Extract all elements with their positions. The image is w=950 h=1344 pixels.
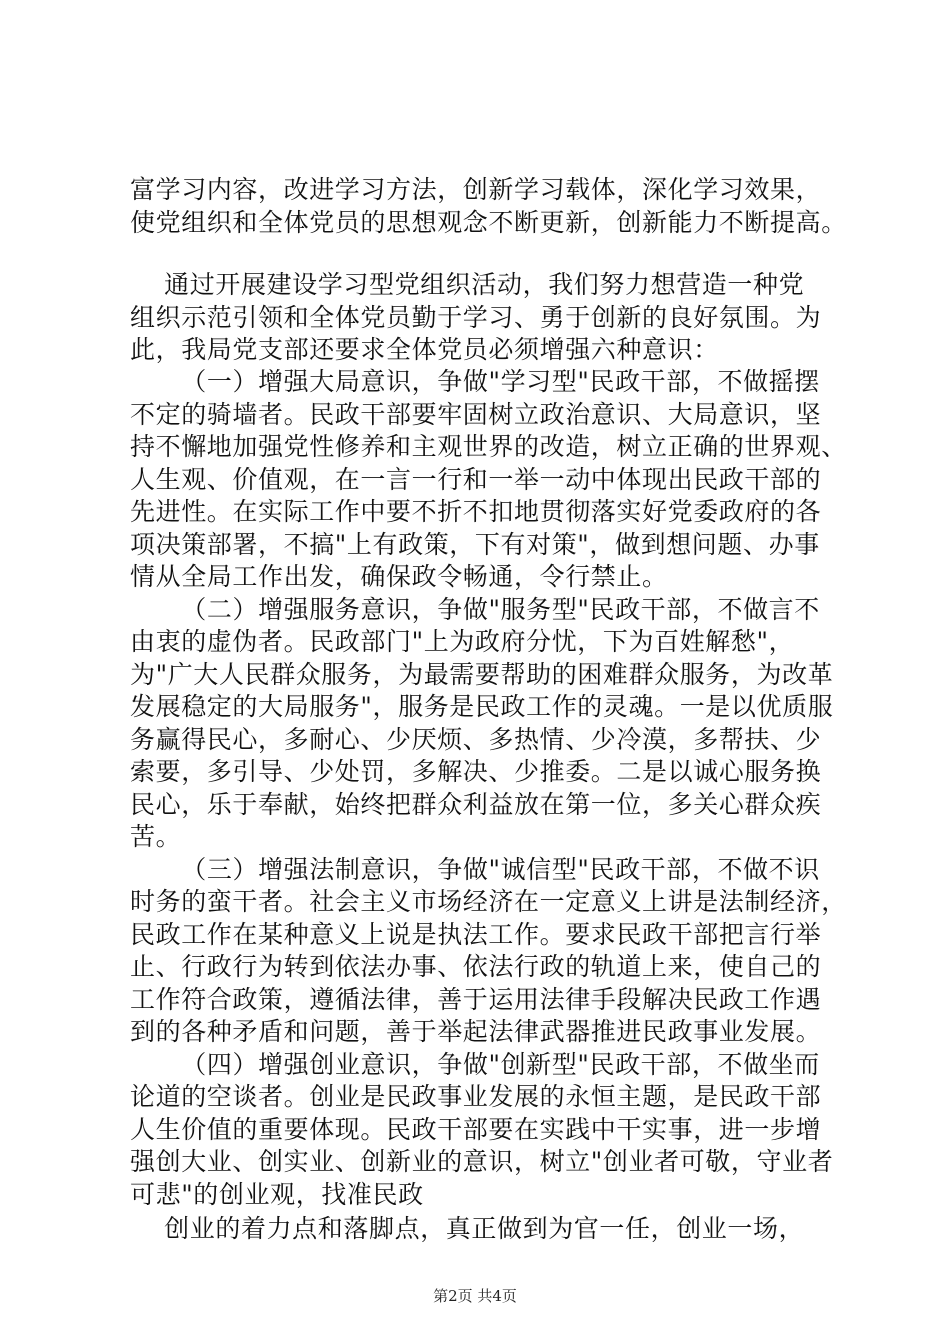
text-line: 发展稳定的大局服务"，服务是民政工作的灵魂。一是以优质服 xyxy=(130,692,834,721)
text-line: 先进性。在实际工作中要不折不扣地贯彻落实好党委政府的各 xyxy=(130,497,822,526)
text-line: （四）增强创业意识，争做"创新型"民政干部，不做坐而 xyxy=(130,1050,820,1079)
text-line: 强创大业、创实业、创新业的意识，树立"创业者可敬，守业者 xyxy=(130,1147,834,1176)
text-line: （一）增强大局意识，争做"学习型"民政干部，不做摇摆 xyxy=(130,367,820,396)
text-line: （二）增强服务意识，争做"服务型"民政干部，不做言不 xyxy=(130,595,820,624)
text-line: 创业的着力点和落脚点，真正做到为官一任，创业一场， xyxy=(130,1214,805,1243)
text-line: 项决策部署，不搞"上有政策，下有对策"，做到想问题、办事 xyxy=(130,530,820,559)
text-line: 通过开展建设学习型党组织活动，我们努力想营造一种党 xyxy=(130,270,805,299)
text-line: 可悲"的创业观，找准民政 xyxy=(130,1180,424,1209)
page-footer: 第2页 共4页 xyxy=(433,1287,517,1305)
text-line: 情从全局工作出发，确保政令畅通，令行禁止。 xyxy=(130,562,668,591)
text-line: 组织示范引领和全体党员勤于学习、勇于创新的良好氛围。为 xyxy=(130,303,822,332)
text-line: 论道的空谈者。创业是民政事业发展的永恒主题，是民政干部 xyxy=(130,1082,822,1111)
text-line: 富学习内容，改进学习方法，创新学习载体，深化学习效果， xyxy=(130,175,822,204)
text-line: 持不懈地加强党性修养和主观世界的改造，树立正确的世界观、 xyxy=(130,432,847,461)
text-line: 人生价值的重要体现。民政干部要在实践中干实事，进一步增 xyxy=(130,1115,822,1144)
text-line: 务赢得民心，多耐心、少厌烦、多热情、少冷漠，多帮扶、少 xyxy=(130,725,822,754)
text-line: 时务的蛮干者。社会主义市场经济在一定意义上讲是法制经济， xyxy=(130,887,847,916)
text-line: 此，我局党支部还要求全体党员必须增强六种意识： xyxy=(130,335,719,364)
text-line: 工作符合政策，遵循法律，善于运用法律手段解决民政工作遇 xyxy=(130,985,822,1014)
text-line: 到的各种矛盾和问题，善于举起法律武器推进民政事业发展。 xyxy=(130,1017,822,1046)
text-line: 人生观、价值观，在一言一行和一举一动中体现出民政干部的 xyxy=(130,465,822,494)
text-line: 为"广大人民群众服务，为最需要帮助的困难群众服务，为改革 xyxy=(130,660,834,689)
text-line: 止、行政行为转到依法办事、依法行政的轨道上来，使自己的 xyxy=(130,952,822,981)
text-line: 民心，乐于奉献，始终把群众利益放在第一位，多关心群众疾 xyxy=(130,790,822,819)
text-line: （三）增强法制意识，争做"诚信型"民政干部，不做不识 xyxy=(130,855,820,884)
text-line: 民政工作在某种意义上说是执法工作。要求民政干部把言行举 xyxy=(130,920,822,949)
text-line: 苦。 xyxy=(130,822,182,851)
text-line: 使党组织和全体党员的思想观念不断更新，创新能力不断提高。 xyxy=(130,208,847,237)
text-line: 不定的骑墙者。民政干部要牢固树立政治意识、大局意识，坚 xyxy=(130,400,822,429)
text-line: 由衷的虚伪者。民政部门"上为政府分忧，下为百姓解愁"， xyxy=(130,627,795,656)
text-line: 索要，多引导、少处罚，多解决、少推委。二是以诚心服务换 xyxy=(130,757,822,786)
